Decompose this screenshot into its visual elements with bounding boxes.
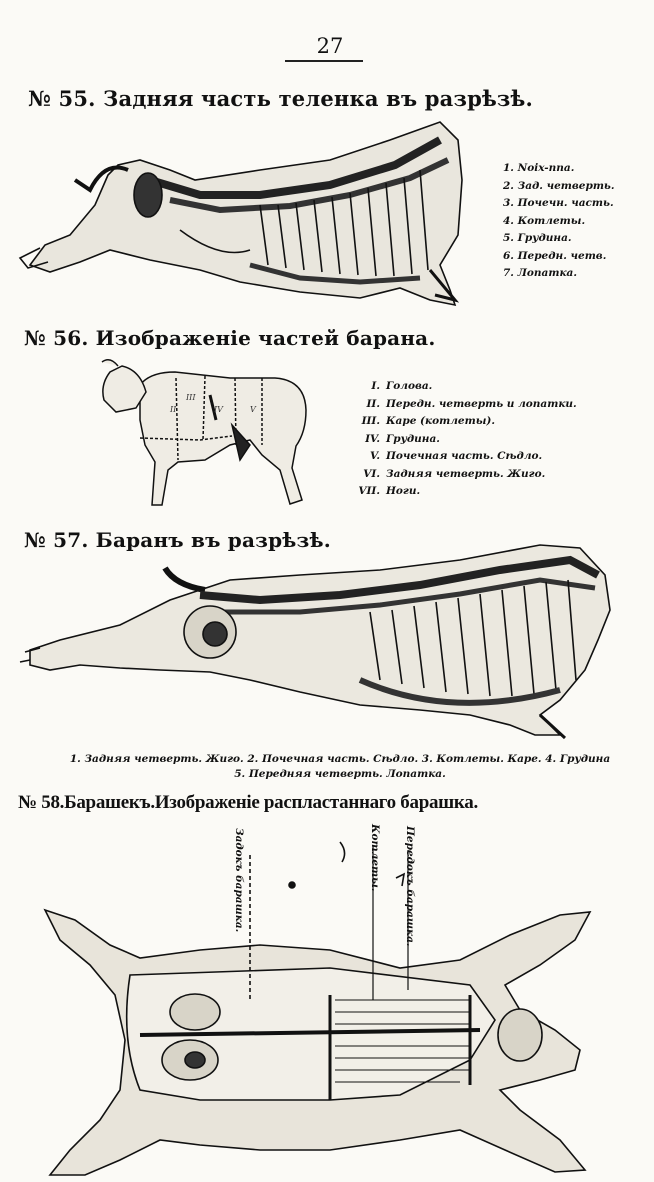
legend-line: 1. Задняя четверть. Жиго. 2. Почечная часть. Сѣдло. 3. Котлеты. Каре. 4. Грудина [69, 753, 611, 765]
legend-item: I. Голова. [371, 380, 433, 392]
legend-item: V. Почечная часть. Сѣдло. [370, 450, 543, 462]
svg-text:II: II [170, 405, 177, 414]
legend-item: 6. Передн. четв. [503, 249, 607, 262]
legend-item: 3. Почечн. часть. [503, 197, 614, 209]
figure-55-heading: № 55. Задняя часть теленка въ разрѣзѣ. [28, 86, 534, 111]
legend-item: 4. Котлеты. [503, 214, 586, 227]
figure-57-heading: № 57. Баранъ въ разрѣзѣ. [24, 528, 331, 552]
svg-text:IV: IV [214, 405, 223, 414]
page-number: 27 [316, 34, 344, 58]
figure-56-heading: № 56. Изображеніе частей барана. [24, 326, 436, 350]
legend-item: VII. Ноги. [358, 485, 421, 497]
legend-item: 2. Зад. четверть. [503, 179, 615, 192]
figure-58-heading: № 58.Барашекъ.Изображеніе распластаннаго барашка. [18, 792, 478, 813]
legend-item: VI. Задняя четверть. Жиго. [363, 467, 546, 480]
legend-line: 5. Передняя четверть. Лопатка. [234, 768, 446, 780]
svg-text:V: V [250, 405, 256, 414]
legend-item: 1. Noix-ппа. [503, 162, 575, 174]
label-hind-lamb: Задокъ барашка. [233, 828, 245, 933]
legend-item: III. Каре (котлеты). [361, 415, 496, 427]
legend-item: 5. Грудина. [503, 232, 572, 244]
label-front-lamb: Передокъ барашка. [404, 826, 416, 947]
label-cutlets: Котлеты. [369, 824, 381, 892]
svg-text:III: III [186, 393, 196, 402]
legend-item: 7. Лопатка. [503, 267, 578, 279]
legend-item: IV. Грудина. [365, 432, 440, 445]
legend-item: II. Передн. четверть и лопатки. [366, 397, 577, 410]
